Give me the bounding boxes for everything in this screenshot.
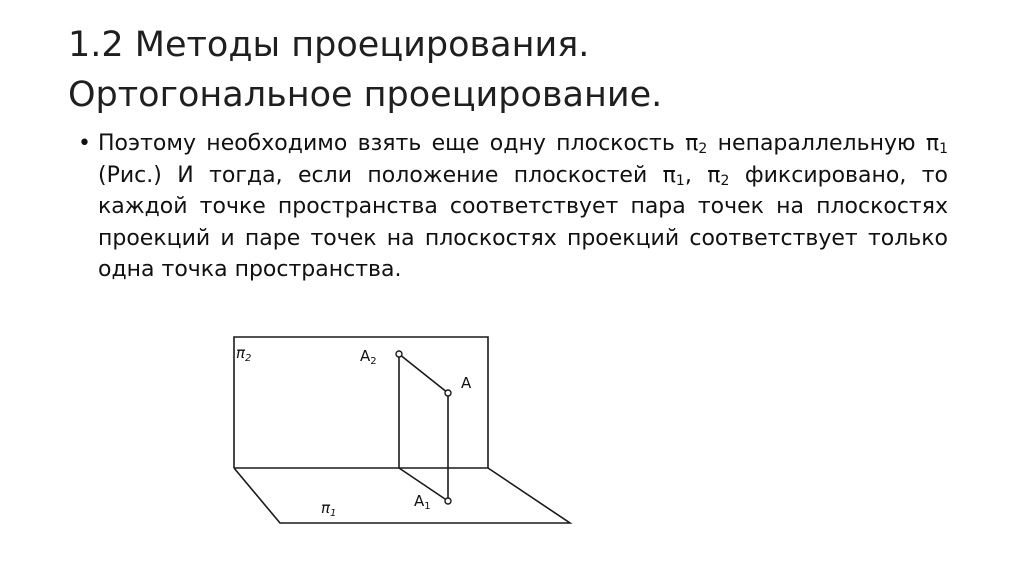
bullet-item [78,128,948,286]
paragraph-part-4: , π [684,162,721,188]
projector-a2-a [399,354,448,393]
title-line-2: Ортогональное проецирование. [68,75,663,115]
label-a: A [461,374,472,392]
label-pi1: $\pi_1$ [321,499,337,519]
paragraph-part-1: Поэтому необходимо взять еще одну плоскость π [98,131,699,156]
paragraph-part-3: (Рис.) И тогда, если положение плоскостей π [98,162,676,188]
subscript-2: 1 [939,141,948,157]
paragraph-part-2: непараллельную π [707,131,940,156]
label-pi2: $\pi_2$ [236,344,252,364]
point-a1 [445,498,451,504]
subscript-4: 2 [720,172,730,189]
label-a2: $A_2$ [360,347,377,367]
subscript-3: 1 [675,172,685,189]
point-a [445,390,451,396]
point-a2 [396,351,402,357]
projection-figure [220,325,590,535]
paragraph-part-5: фиксировано, то каждой точке пространства соответствует пара точек на плоскостях проекций и паре точек на плоскостях проекций соответствует только одна точка пространства. [98,162,949,282]
plane-pi1-outline [234,468,570,523]
slide-title [68,20,968,120]
projection-diagram [220,325,590,535]
subscript-1: 2 [698,141,708,157]
bullet-paragraph [98,128,948,286]
title-line-1: 1.2 Методы проецирования. [68,25,590,65]
bullet-dot: • [78,131,91,156]
label-a1: $A_1$ [414,492,431,512]
